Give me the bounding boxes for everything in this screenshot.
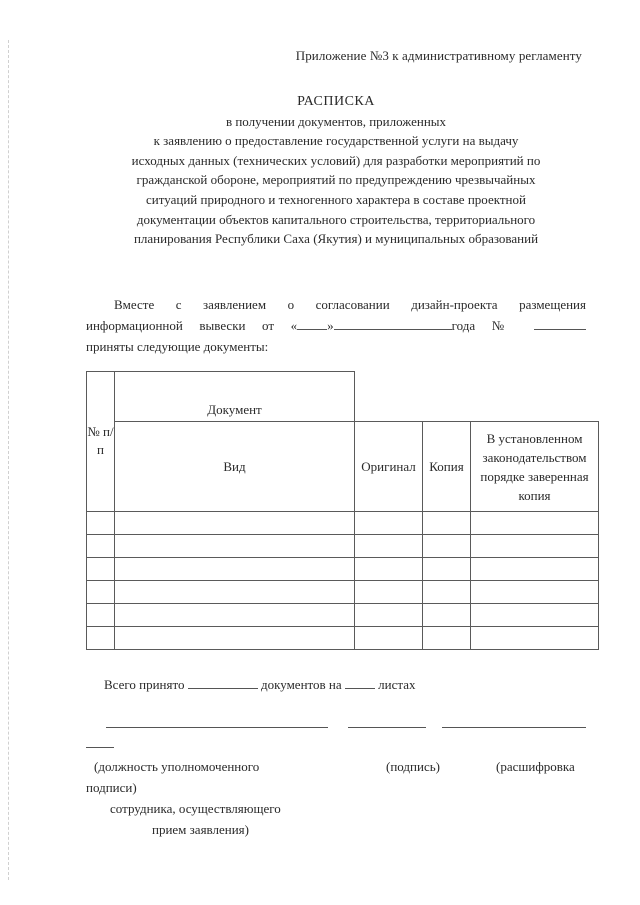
table-row xyxy=(87,627,599,650)
col-original-header: Оригинал xyxy=(355,422,423,512)
table-cell[interactable] xyxy=(87,558,115,581)
intro-line-2 xyxy=(86,315,586,336)
table-cell[interactable] xyxy=(87,512,115,535)
table-cell[interactable] xyxy=(471,535,599,558)
table-cell[interactable] xyxy=(423,581,471,604)
table-cell[interactable] xyxy=(87,535,115,558)
day-blank[interactable] xyxy=(297,317,327,330)
header-empty-cell xyxy=(355,372,599,422)
table-cell[interactable] xyxy=(115,627,355,650)
table-cell[interactable] xyxy=(471,512,599,535)
table-cell[interactable] xyxy=(471,627,599,650)
table-cell[interactable] xyxy=(87,581,115,604)
table-cell[interactable] xyxy=(115,581,355,604)
decode-line[interactable] xyxy=(442,726,586,728)
table-cell[interactable] xyxy=(423,604,471,627)
col-copy-header: Копия xyxy=(423,422,471,512)
signature-line[interactable] xyxy=(348,726,426,728)
signature-lines xyxy=(86,712,586,752)
col-group-header: Документ xyxy=(115,372,355,422)
table-cell[interactable] xyxy=(115,558,355,581)
number-blank[interactable] xyxy=(534,317,586,330)
table-cell[interactable] xyxy=(423,535,471,558)
title-line: к заявлению о предоставление государственной услуги на выдачу xyxy=(153,133,519,149)
documents-table xyxy=(86,371,599,650)
position-label-2: сотрудника, осуществляющего xyxy=(110,801,281,816)
intro-text-a: информационной вывески от « xyxy=(86,318,298,333)
totals-text-3: листах xyxy=(378,677,416,692)
table-row xyxy=(87,581,599,604)
position-line[interactable] xyxy=(106,726,328,728)
col-type-header: Вид xyxy=(115,422,355,512)
table-cell[interactable] xyxy=(355,627,423,650)
table-cell[interactable] xyxy=(471,604,599,627)
table-cell[interactable] xyxy=(355,512,423,535)
totals-text-2: документов на xyxy=(261,677,342,692)
table-cell[interactable] xyxy=(115,604,355,627)
table-row xyxy=(87,558,599,581)
table-cell[interactable] xyxy=(423,558,471,581)
signature-label: (подпись) xyxy=(386,759,440,774)
title-line: исходных данных (технических условий) для разработки мероприятий по xyxy=(131,152,541,168)
intro-line-3: приняты следующие документы: xyxy=(86,339,269,354)
position-line-cont[interactable] xyxy=(86,746,114,748)
decode-label-cont: подписи) xyxy=(86,780,137,795)
table-cell[interactable] xyxy=(115,535,355,558)
table-cell[interactable] xyxy=(423,627,471,650)
title-line: ситуаций природного и техногенного характера в составе проектной xyxy=(146,191,526,207)
col-certified-header: В установленном законодательством порядке заверенная копия xyxy=(471,422,599,512)
total-docs-blank[interactable] xyxy=(188,676,258,689)
table-row xyxy=(87,604,599,627)
signature-labels xyxy=(86,756,596,840)
table-row xyxy=(87,535,599,558)
title-line: документации объектов капитального строительства, территориального xyxy=(136,211,536,227)
title-line: планирования Республики Саха (Якутия) и муниципальных образований xyxy=(133,231,539,247)
title-line: гражданской обороне, мероприятий по предупреждению чрезвычайных xyxy=(136,172,536,188)
col-num-header: № п/п xyxy=(87,372,115,512)
scan-edge xyxy=(8,40,10,880)
intro-text-b: » xyxy=(327,318,334,333)
title-block xyxy=(86,92,586,249)
document-title: РАСПИСКА xyxy=(297,94,375,109)
position-label-3: прием заявления) xyxy=(152,822,249,837)
table-cell[interactable] xyxy=(87,627,115,650)
table-cell[interactable] xyxy=(355,604,423,627)
table-row xyxy=(87,512,599,535)
decode-label: (расшифровка xyxy=(496,759,575,774)
total-sheets-blank[interactable] xyxy=(345,676,375,689)
intro-paragraph xyxy=(86,294,586,357)
table-body xyxy=(87,512,599,650)
table-cell[interactable] xyxy=(355,581,423,604)
table-cell[interactable] xyxy=(355,558,423,581)
totals-line xyxy=(104,676,415,693)
table-cell[interactable] xyxy=(87,604,115,627)
table-cell[interactable] xyxy=(115,512,355,535)
position-label: (должность уполномоченного xyxy=(94,759,260,774)
intro-line-1: Вместе с заявлением о согласовании дизайн-проекта размещения xyxy=(114,297,586,312)
table-cell[interactable] xyxy=(355,535,423,558)
table-cell[interactable] xyxy=(471,558,599,581)
table-cell[interactable] xyxy=(471,581,599,604)
month-blank[interactable] xyxy=(334,317,452,330)
totals-text-1: Всего принято xyxy=(104,677,185,692)
table-cell[interactable] xyxy=(423,512,471,535)
intro-text-c: года № xyxy=(451,318,518,333)
title-line: в получении документов, приложенных xyxy=(225,113,447,129)
appendix-note: Приложение №3 к административному регламенту xyxy=(295,48,582,63)
